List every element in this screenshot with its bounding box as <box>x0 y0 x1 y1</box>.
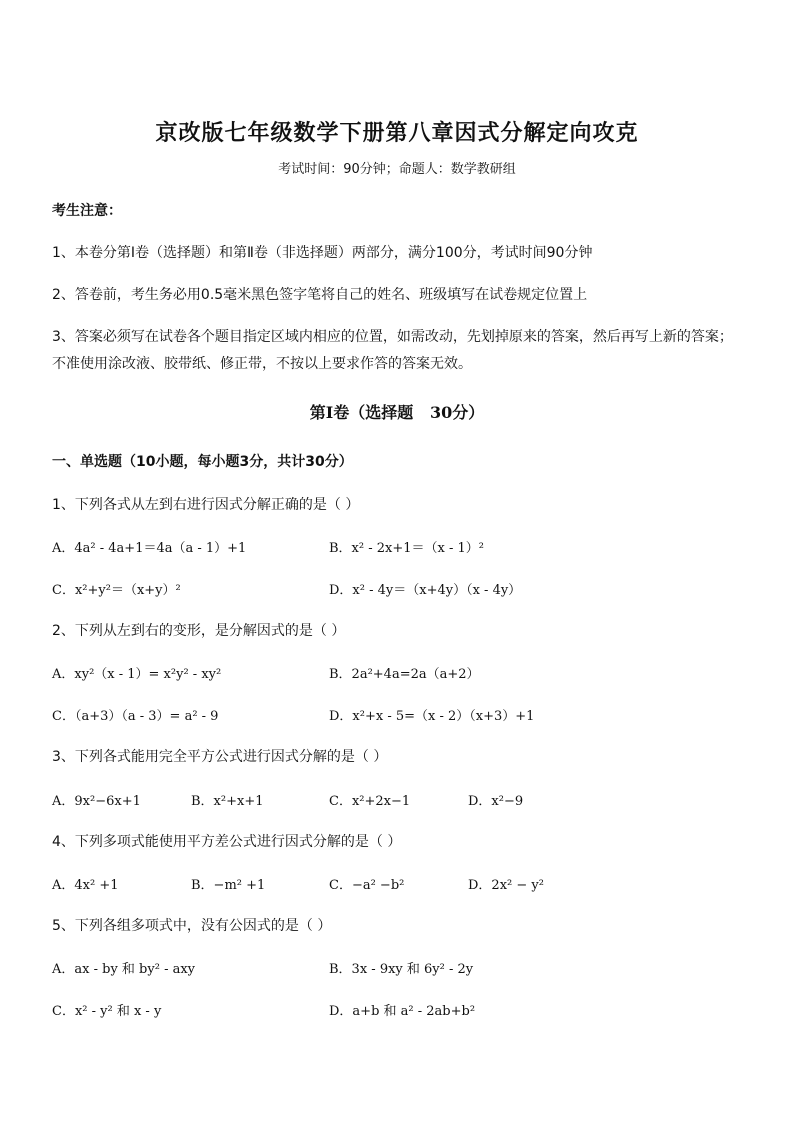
section-title: 第Ⅰ卷（选择题 30分） <box>309 403 485 422</box>
question-1-option-b[interactable]: B．x² - 2x+1＝（x - 1）² <box>329 541 484 556</box>
question-5-option-d[interactable]: D．a+b 和 a² - 2ab+b² <box>329 1004 476 1019</box>
question-4-stem: 4、下列多项式能使用平方差公式进行因式分解的是（ ） <box>52 834 402 850</box>
question-2-option-d[interactable]: D．x²+x - 5=（x - 2）（x+3）+1 <box>329 709 535 724</box>
question-3-option-b[interactable]: B．x²+x+1 <box>191 794 264 809</box>
question-2-option-a[interactable]: A．xy²（x - 1）= x²y² - xy² <box>52 667 222 682</box>
notice-item-2: 2、答卷前，考生务必用0.5毫米黑色签字笔将自己的姓名、班级填写在试卷规定位置上 <box>52 287 588 303</box>
question-1-option-d[interactable]: D．x² - 4y＝（x+4y）（x - 4y） <box>329 583 522 598</box>
question-3-option-c[interactable]: C．x²+2x−1 <box>329 794 411 809</box>
question-4-option-c[interactable]: C．−a² −b² <box>329 878 405 893</box>
question-3-option-d[interactable]: D．x²−9 <box>468 794 524 809</box>
notice-item-3: 3、答案必须写在试卷各个题目指定区域内相应的位置，如需改动，先划掉原来的答案，然后再写上新的答案；不准使用涂改液、胶带纸、修正带，不按以上要求作答的答案无效。 <box>52 329 733 372</box>
question-4-option-d[interactable]: D．2x² − y² <box>468 878 544 893</box>
question-5-option-c[interactable]: C．x² - y² 和 x - y <box>52 1004 162 1019</box>
question-3-option-a[interactable]: A．9x²−6x+1 <box>52 794 141 809</box>
question-3-stem: 3、下列各式能用完全平方公式进行因式分解的是（ ） <box>52 749 388 765</box>
notice-heading: 考生注意： <box>52 203 122 219</box>
question-5-stem: 5、下列各组多项式中，没有公因式的是（ ） <box>52 918 332 934</box>
question-1-stem: 1、下列各式从左到右进行因式分解正确的是（ ） <box>52 497 360 513</box>
document-title: 京改版七年级数学下册第八章因式分解定向攻克 <box>155 120 639 146</box>
question-1-option-a[interactable]: A．4a² - 4a+1＝4a（a - 1）+1 <box>52 541 247 556</box>
question-4-option-a[interactable]: A．4x² +1 <box>52 878 119 893</box>
notice-item-1: 1、本卷分第Ⅰ卷（选择题）和第Ⅱ卷（非选择题）两部分，满分100分，考试时间90分钟 <box>52 245 593 261</box>
question-2-stem: 2、下列从左到右的变形，是分解因式的是（ ） <box>52 623 346 639</box>
question-4-option-b[interactable]: B．−m² +1 <box>191 878 266 893</box>
question-1-option-c[interactable]: C．x²+y²＝（x+y）² <box>52 583 181 598</box>
exam-info: 考试时间：90分钟；命题人：数学教研组 <box>278 162 516 177</box>
question-2-option-b[interactable]: B．2a²+4a=2a（a+2） <box>329 667 480 682</box>
part-heading: 一、单选题（10小题，每小题3分，共计30分） <box>52 454 353 470</box>
question-5-option-b[interactable]: B．3x - 9xy 和 6y² - 2y <box>329 962 474 977</box>
question-5-option-a[interactable]: A．ax - by 和 by² - axy <box>52 962 196 977</box>
question-2-option-c[interactable]: C．（a+3）（a - 3）= a² - 9 <box>52 709 219 724</box>
